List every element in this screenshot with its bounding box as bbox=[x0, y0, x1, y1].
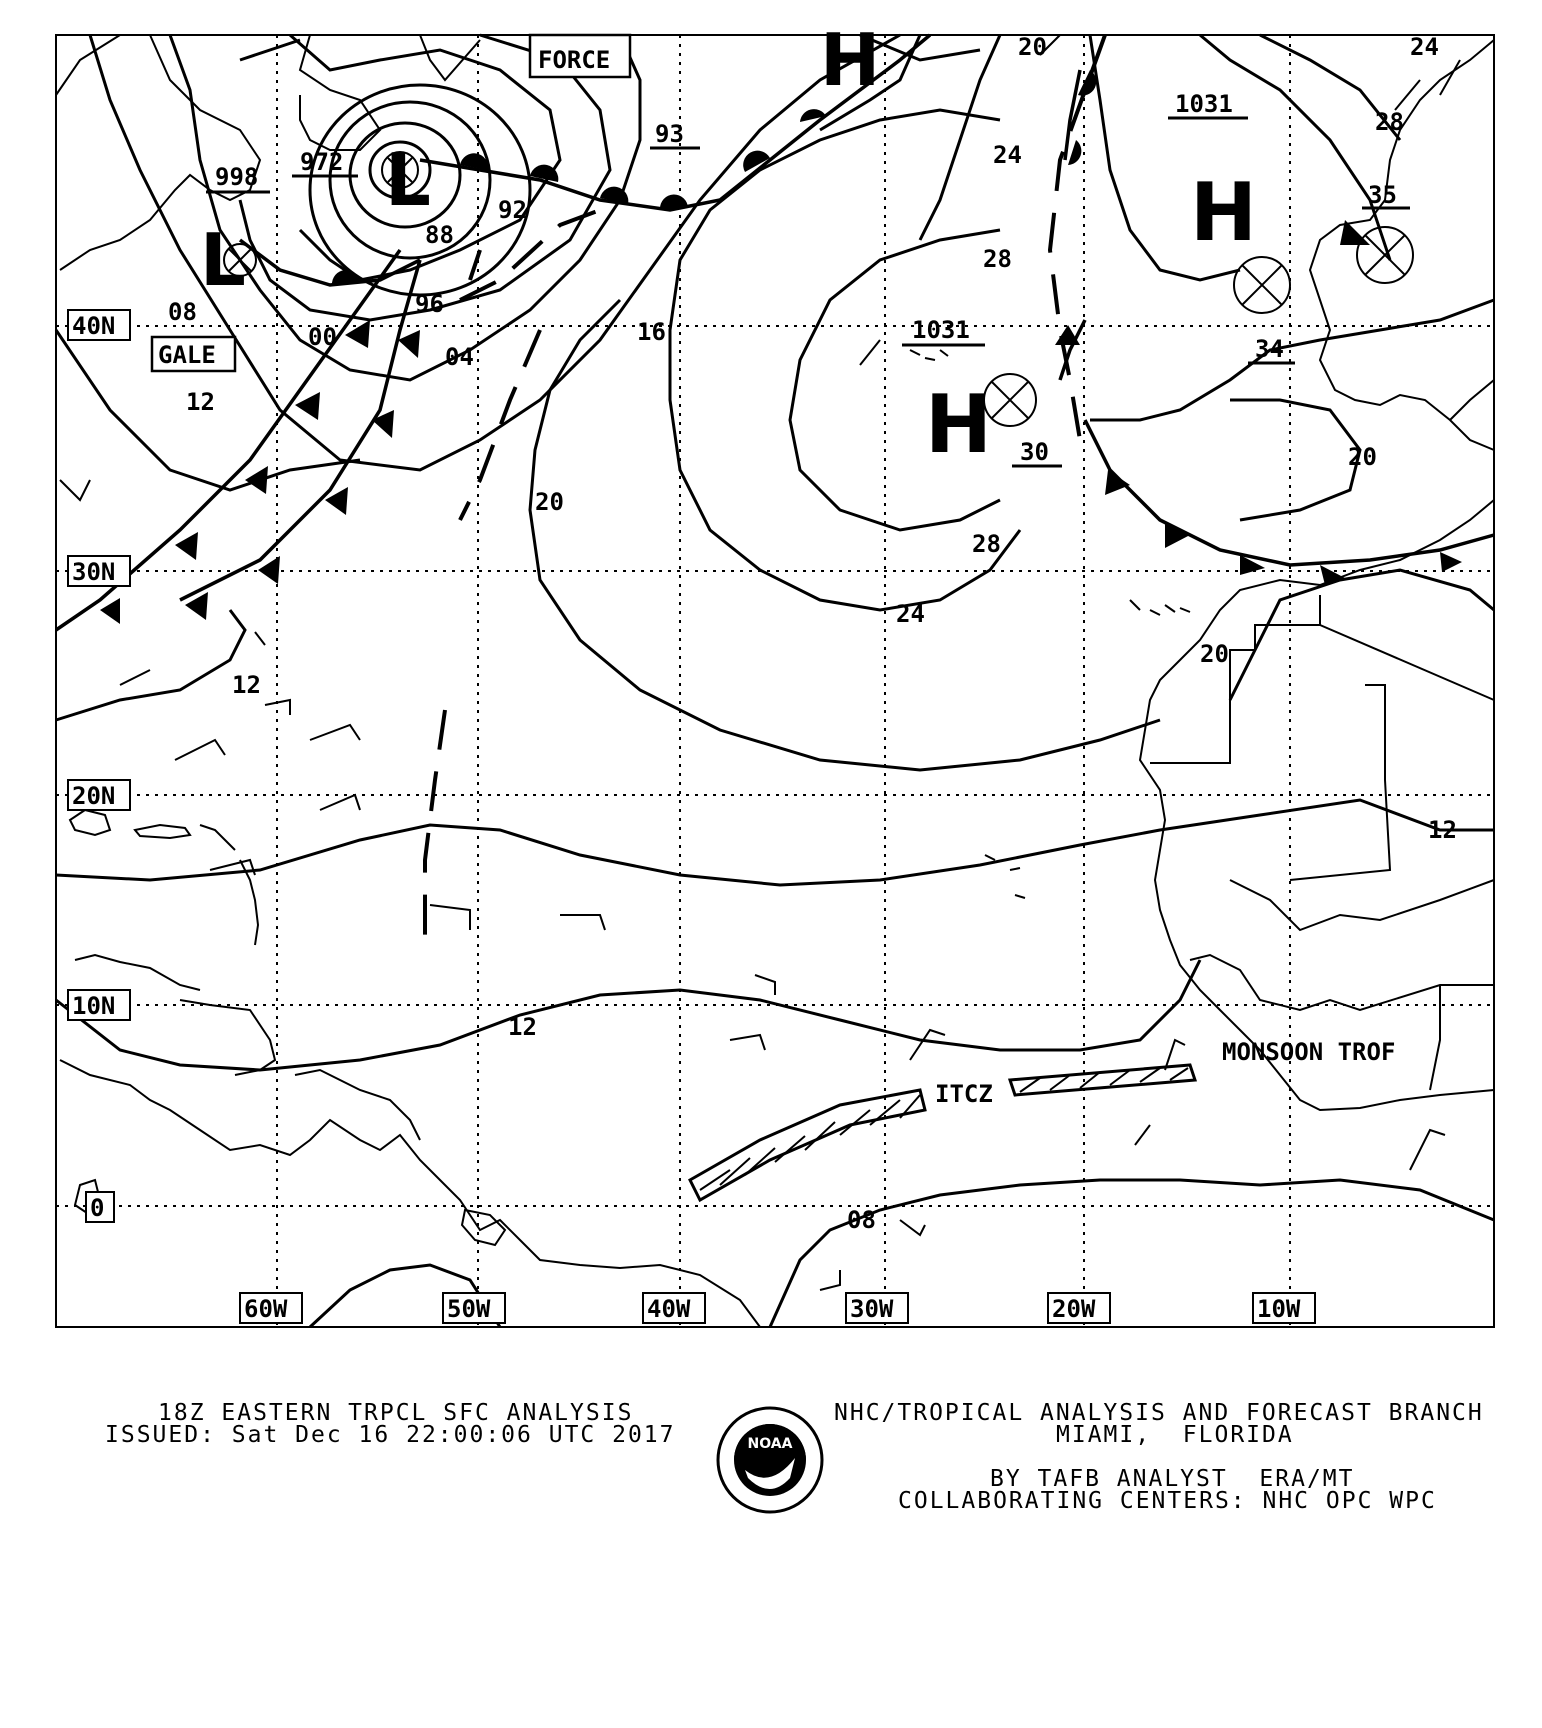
isobar-label: 34 bbox=[1255, 335, 1284, 363]
lon-label: 10W bbox=[1257, 1295, 1301, 1323]
high-center-label: H bbox=[925, 378, 992, 471]
lon-label: 60W bbox=[244, 1295, 288, 1323]
isobar-label: 16 bbox=[637, 318, 666, 346]
gale-warning: GALE bbox=[158, 341, 216, 369]
isobar-label: 20 bbox=[1348, 443, 1377, 471]
itcz-label: ITCZ bbox=[935, 1080, 993, 1108]
lat-label: 20N bbox=[72, 782, 116, 810]
analyst-credit: BY TAFB ANALYST ERA/MT bbox=[990, 1466, 1355, 1492]
isobar-label: 1031 bbox=[912, 316, 970, 344]
isobar-label: 998 bbox=[215, 163, 259, 191]
monsoon-trough-label: MONSOON TROF bbox=[1222, 1038, 1396, 1066]
lon-label: 40W bbox=[647, 1295, 691, 1323]
isobar-label: 88 bbox=[425, 221, 454, 249]
isobar-label: 08 bbox=[168, 298, 197, 326]
isobar-label: 12 bbox=[232, 671, 261, 699]
lon-label: 30W bbox=[850, 1295, 894, 1323]
low-center-label: L bbox=[385, 138, 431, 222]
noaa-logo bbox=[718, 1408, 822, 1512]
lat-label: 30N bbox=[72, 558, 116, 586]
isobar-label: 04 bbox=[445, 343, 474, 371]
isobar-label: 24 bbox=[993, 141, 1022, 169]
office-location: MIAMI, FLORIDA bbox=[1056, 1422, 1294, 1448]
isobar-label: 93 bbox=[655, 120, 684, 148]
isobar-label: 12 bbox=[508, 1013, 537, 1041]
lat-label: 10N bbox=[72, 992, 116, 1020]
low-center-label: L bbox=[200, 218, 246, 302]
lat-label: 40N bbox=[72, 312, 116, 340]
chart-title: 18Z EASTERN TRPCL SFC ANALYSIS bbox=[158, 1400, 634, 1426]
isobar-label: 92 bbox=[498, 196, 527, 224]
isobar-label: 24 bbox=[896, 600, 925, 628]
isobar-label: 30 bbox=[1020, 438, 1049, 466]
issuing-office: NHC/TROPICAL ANALYSIS AND FORECAST BRANCH bbox=[834, 1400, 1484, 1426]
isobar-label: 24 bbox=[1410, 33, 1439, 61]
isobar-label: 08 bbox=[847, 1206, 876, 1234]
isobar-label: 28 bbox=[1375, 108, 1404, 136]
isobar-label: 28 bbox=[972, 530, 1001, 558]
collaborating-centers: COLLABORATING CENTERS: NHC OPC WPC bbox=[898, 1488, 1437, 1514]
isobar-label: 20 bbox=[1018, 33, 1047, 61]
isobar-label: 28 bbox=[983, 245, 1012, 273]
isobar-label: 12 bbox=[1428, 816, 1457, 844]
high-center-label: H bbox=[1190, 166, 1257, 259]
high-center-label: H bbox=[820, 18, 881, 102]
isobar-label: 00 bbox=[308, 323, 337, 351]
storm-force-warning: FORCE bbox=[538, 46, 611, 74]
isobar-label: 972 bbox=[300, 148, 344, 176]
isobar-label: 1031 bbox=[1175, 90, 1233, 118]
isobar-label: 20 bbox=[535, 488, 564, 516]
isobar-label: 20 bbox=[1200, 640, 1229, 668]
issued-time: ISSUED: Sat Dec 16 22:00:06 UTC 2017 bbox=[105, 1422, 676, 1448]
lon-label: 50W bbox=[447, 1295, 491, 1323]
isobar-label: 12 bbox=[186, 388, 215, 416]
lat-label: 0 bbox=[90, 1194, 105, 1222]
isobar-label: 96 bbox=[415, 290, 444, 318]
lon-label: 20W bbox=[1052, 1295, 1096, 1323]
noaa-logo-text: NOAA bbox=[747, 1436, 793, 1452]
isobar-label: 35 bbox=[1368, 181, 1397, 209]
